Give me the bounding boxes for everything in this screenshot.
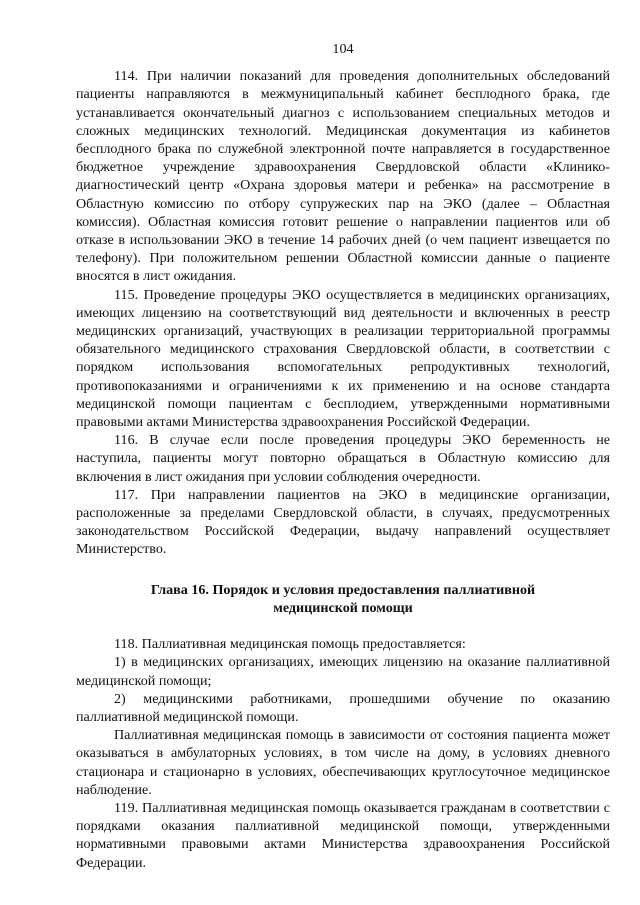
list-item-1: 1) в медицинских организациях, имеющих лицензию на оказание паллиативной медицинской помощи;: [76, 654, 610, 689]
chapter-heading: [76, 581, 610, 617]
chapter-heading-line-1: Глава 16. Порядок и условия предоставления паллиативной: [150, 581, 536, 598]
paragraph-palliative-conditions: Паллиативная медицинская помощь в зависимости от состояния пациента может оказываться в амбулаторных условиях, в том числе на дому, в условиях дневного стационара и стационарно в условиях, обеспечивающих круглосуточное медицинское наблюдение.: [76, 727, 610, 798]
chapter-heading-line-2: медицинской помощи: [273, 599, 413, 616]
paragraph-118: 118. Паллиативная медицинская помощь предоставляется:: [114, 636, 466, 653]
paragraph-119: 119. Паллиативная медицинская помощь оказывается гражданам в соответствии с порядками оказания паллиативной медицинской помощи, утвержденными нормативными правовыми актами Министерства здравоохранения Российской Федерации.: [76, 799, 610, 871]
paragraph-114: 114. При наличии показаний для проведения дополнительных обследований пациенты направляются в межмуниципальный кабинет бесплодного брака, где устанавливается окончательный диагноз с использованием специальных методов и сложных медицинских технологий. Медицинская документация из кабинетов бесплодного брака по служебной электронной почте направляется в государственное бюджетное учреждение здравоохранения Свердловской области «Клинико-диагностический центр «Охрана здоровья матери и ребенка» на рассмотрение в Областную комиссию по отбору супружеских пар на ЭКО (далее – Областная комиссия). Областная комиссия готовит решение о направлении пациентов или об отказе в использовании ЭКО в течение 14 рабочих дней (о чем пациент извещается по телефону). При положительном решении Областной комиссии данные о пациенте вносятся в лист ожидания.: [76, 68, 610, 285]
document-page: [76, 40, 610, 872]
list-item-2: 2) медицинскими работниками, прошедшими обучение по оказанию паллиативной медицинской помощи.: [76, 690, 610, 725]
paragraph-116: 116. В случае если после проведения процедуры ЭКО беременность не наступила, пациенты могут повторно обращаться в Областную комиссию для включения в лист ожидания при условии соблюдения очередности.: [76, 432, 610, 485]
paragraph-117: 117. При направлении пациентов на ЭКО в медицинские организации, расположенные за пределами Свердловской области, в случаях, предусмотренных законодательством Российской Федерации, выдачу направлений осуществляет Министерство.: [76, 486, 610, 558]
paragraph-115: 115. Проведение процедуры ЭКО осуществляется в медицинских организациях, имеющих лицензию на соответствующий вид деятельности и включенных в реестр медицинских организаций, участвующих в реализации территориальной программы обязательного медицинского страхования Свердловской области, в соответствии с порядком использования вспомогательных репродуктивных технологий, противопоказаниями и ограничениями к их применению и на основе стандарта медицинской помощи пациентам с бесплодием, утвержденными нормативными правовыми актами Министерства здравоохранения Российской Федерации.: [76, 286, 610, 431]
page-number: 104: [332, 41, 354, 57]
